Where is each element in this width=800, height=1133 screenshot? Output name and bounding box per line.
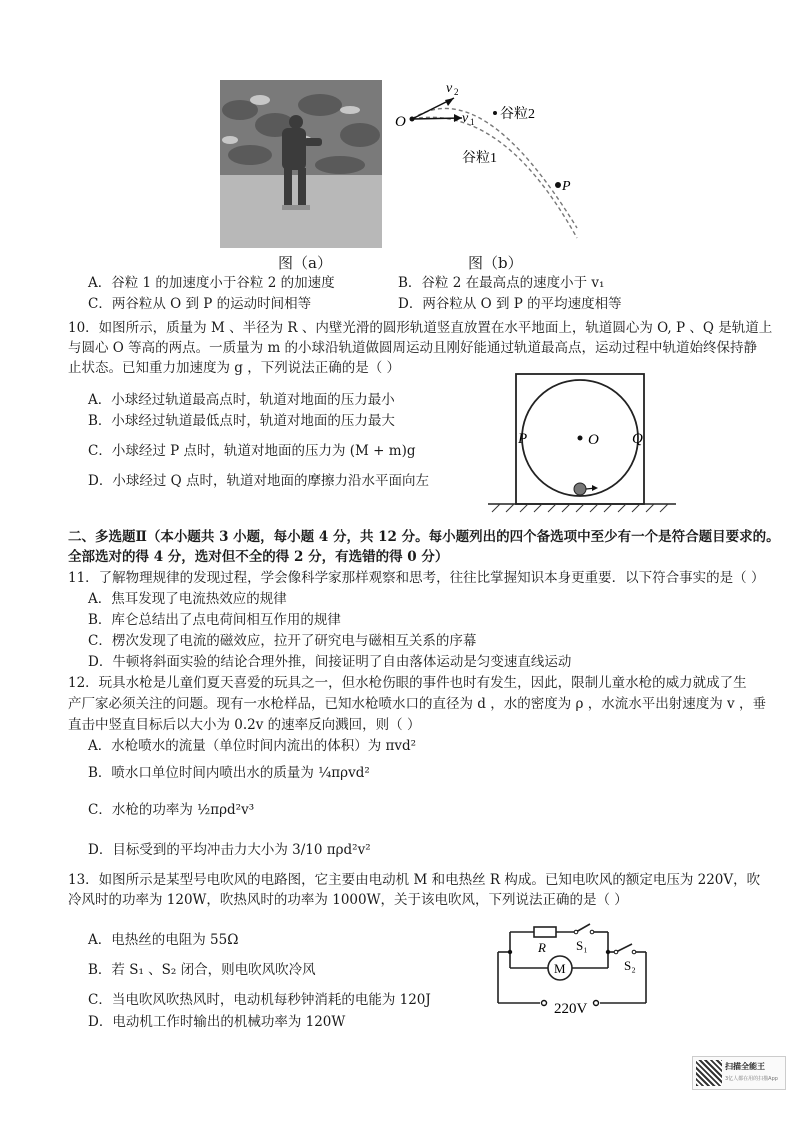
q13-option-a: A．电热丝的电阻为 55Ω [88, 932, 239, 948]
q10-option-c: C．小球经过 P 点时，轨道对地面的压力为 (M + m)g [88, 443, 416, 459]
label-p: P [562, 179, 571, 194]
figure-a-caption: 图（a） [278, 254, 332, 272]
q10-track-diagram [488, 370, 678, 518]
label-s2: S₂ [624, 958, 636, 973]
q9-option-c: C．两谷粒从 O 到 P 的运动时间相等 [88, 296, 312, 312]
center-o [578, 436, 583, 441]
qr-code-icon [696, 1060, 722, 1086]
label-o: O [588, 432, 599, 448]
scanner-watermark [692, 1056, 786, 1090]
q13-option-d: D．电动机工作时输出的机械功率为 120W [88, 1014, 346, 1030]
small-ball [574, 483, 586, 495]
label-v2: v [446, 81, 453, 96]
label-grain1: 谷粒1 [462, 151, 497, 166]
point-o [410, 117, 415, 122]
q13-stem-line1: 13．如图所示是某型号电吹风的电路图，它主要由电动机 M 和电热丝 R 构成。已知电吹风的额定电压为 220V，吹 [68, 872, 761, 888]
label-m: M [554, 961, 566, 976]
q13-stem-line2: 冷风时的功率为 120W，吹热风时的功率为 1000W，关于该电吹风，下列说法正确的是（ ） [68, 892, 628, 908]
q9-option-b: B．谷粒 2 在最高点的速度小于 v₁ [398, 275, 605, 291]
q12-option-b: B．喷水口单位时间内喷出水的质量为 ¼πρvd² [88, 765, 370, 781]
figure-a-photo [220, 80, 382, 248]
label-grain2: 谷粒2 [500, 107, 535, 122]
watermark-subtitle: 3亿人都在用的扫描App [725, 1076, 778, 1082]
point-p [555, 182, 561, 188]
q10-stem-line3: 止状态。已知重力加速度为 g ，下列说法正确的是（ ） [68, 360, 401, 376]
q10-stem-line2: 与圆心 O 等高的两点。一质量为 m 的小球沿轨道做圆周运动且刚好能通过轨道最高点，运动过程中轨道始终保持静 [68, 340, 758, 356]
q12-option-c: C．水枪的功率为 ½πρd²v³ [88, 802, 255, 818]
q13-circuit-diagram [488, 918, 658, 1020]
figure-b-caption: 图（b） [468, 254, 523, 272]
q11-option-d: D．牛顿将斜面实验的结论合理外推，间接证明了自由落体运动是匀变速直线运动 [88, 654, 572, 670]
terminal-right [594, 1001, 599, 1006]
label-v2-sub: 2 [454, 87, 459, 97]
watermark-title: 扫描全能王 [725, 1062, 765, 1071]
label-o: O [395, 114, 406, 130]
q10-stem-line1: 10．如图所示，质量为 M 、半径为 R 、内壁光滑的圆形轨道竖直放置在水平地面上，轨道圆心为 O, P 、Q 是轨道上 [68, 320, 773, 336]
grain2-trajectory [412, 108, 577, 228]
label-q: Q [632, 431, 643, 447]
terminal-left [542, 1001, 547, 1006]
q12-option-a: A．水枪喷水的流量（单位时间内流出的体积）为 πvd² [88, 738, 417, 754]
q10-option-d: D．小球经过 Q 点时，轨道对地面的摩擦力沿水平面向左 [88, 473, 429, 489]
label-s1: S₁ [576, 938, 588, 953]
q10-option-b: B．小球经过轨道最低点时，轨道对地面的压力最大 [88, 413, 395, 429]
q11-stem: 11．了解物理规律的发现过程，学会像科学家那样观察和思考，往往比掌握知识本身更重要．以下符合事实的是（ ） [68, 570, 765, 586]
q12-stem-line1: 12．玩具水枪是儿童们夏天喜爱的玩具之一，但水枪伤眼的事件也时有发生，因此，限制儿童水枪的威力就成了生 [68, 675, 747, 691]
q9-option-a: A．谷粒 1 的加速度小于谷粒 2 的加速度 [88, 275, 335, 291]
q12-option-d: D．目标受到的平均冲击力大小为 3/10 πρd²v² [88, 842, 371, 858]
label-v1: v [462, 111, 469, 126]
q11-option-c: C．楞次发现了电流的磁效应，拉开了研究电与磁相互关系的序幕 [88, 633, 477, 649]
q12-stem-line2: 产厂家必须关注的问题。现有一水枪样品，已知水枪喷水口的直径为 d ，水的密度为 ρ ，水流水平出射速度为 v ，垂 [68, 696, 766, 712]
label-r: R [538, 940, 546, 955]
q10-option-a: A．小球经过轨道最高点时，轨道对地面的压力最小 [88, 392, 395, 408]
section2-heading-line1: 二、多选题Ⅱ（本小题共 3 小题，每小题 4 分，共 12 分。每小题列出的四个备选项中至少有一个是符合题目要求的。 [68, 529, 780, 545]
label-voltage: 220V [554, 1001, 588, 1017]
q13-option-b: B．若 S₁ 、S₂ 闭合，则电吹风吹冷风 [88, 962, 316, 978]
q11-option-b: B．库仑总结出了点电荷间相互作用的规律 [88, 612, 341, 628]
grain1-trajectory [412, 117, 577, 238]
q9-option-d: D．两谷粒从 O 到 P 的平均速度相等 [398, 296, 622, 312]
q12-stem-line3: 直击中竖直目标后以大小为 0.2v 的速率反向溅回，则（ ） [68, 717, 421, 733]
section2-heading-line2: 全部选对的得 4 分，选对但不全的得 2 分，有选错的得 0 分） [68, 549, 449, 565]
q13-option-c: C．当电吹风吹热风时，电动机每秒钟消耗的电能为 120J [88, 992, 431, 1008]
q11-option-a: A．焦耳发现了电流热效应的规律 [88, 591, 287, 607]
label-p: P [518, 431, 528, 447]
label-v1-sub: 1 [470, 117, 475, 127]
figure-b-diagram [392, 78, 592, 248]
